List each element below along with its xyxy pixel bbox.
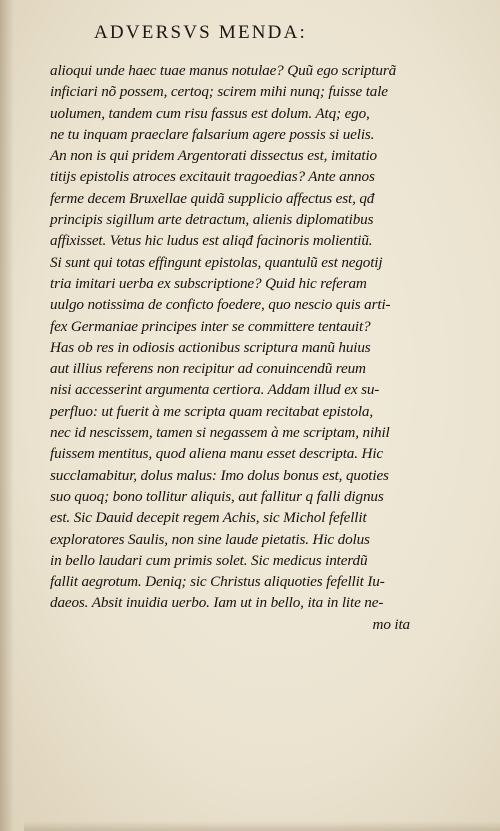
text-line: aut illius referens non recipitur ad conuincendũ reum	[50, 360, 366, 378]
text-line: Si sunt qui totas effingunt epistolas, quantulũ est negotij	[50, 253, 383, 271]
text-line: ne tu inquam praeclare falsarium agere possis si uelis.	[50, 125, 375, 143]
text-line: Has ob res in odiosis actionibus scriptura manũ huius	[50, 338, 371, 356]
text-line: nisi accesserint argumenta certiora. Addam illud ex su-	[50, 381, 380, 399]
text-line: in bello laudari cum primis solet. Sic medicus interdũ	[50, 551, 368, 569]
running-head: ADVERSVS MENDA:	[94, 22, 307, 43]
text-line: suo quoq; bono tollitur aliquis, aut fallitur q falli dignus	[50, 487, 384, 505]
text-line: tria imitari uerba ex subscriptione? Quid hic referam	[50, 274, 367, 292]
text-line: inficiari nõ possem, certoq; scirem mihi nunq; fuisse tale	[50, 83, 388, 101]
text-line: daeos. Absit inuidia uerbo. Iam ut in bello, ita in lite ne-	[50, 594, 384, 612]
text-line: affixisset. Vetus hic ludus est aliqđ facinoris molientiũ.	[50, 232, 373, 250]
text-line: titijs epistolis atroces excitauit tragoedias? Ante annos	[50, 168, 375, 186]
text-line: exploratores Saulis, non sine laude pietatis. Hic dolus	[50, 530, 370, 548]
text-block	[50, 60, 410, 635]
text-line: alioqui unde haec tuae manus notulae? Quũ ego scripturã	[50, 62, 397, 79]
text-line: uulgo notissima de conficto foedere, quo nescio quis arti-	[50, 296, 391, 314]
catchword: mo ita	[372, 615, 410, 633]
text-line: fuissem mentitus, quod aliena manu esset descripta. Hic	[50, 445, 384, 463]
text-line: est. Sic Dauid decepit regem Achis, sic Michol fefellit	[50, 509, 367, 527]
text-line: succlamabitur, dolus malus: Imo dolus bonus est, quoties	[50, 466, 389, 484]
text-line: fallit aegrotum. Deniq; sic Christus aliquoties fefellit Iu-	[50, 573, 385, 591]
text-line: uolumen, tandem cum risu fassus est dolum. Atq; ego,	[50, 104, 370, 122]
text-line: An non is qui pridem Argentorati dissectus est, imitatio	[50, 147, 377, 165]
text-line: nec id nescissem, tamen si negassem à me scriptam, nihil	[50, 424, 390, 442]
text-line: ferme decem Bruxellae quidã supplicio affectus est, qđ	[50, 189, 375, 207]
text-line: principis sigillum arte detractum, alienis diplomatibus	[50, 211, 374, 229]
text-line: fex Germaniae principes inter se committere tentauit?	[50, 317, 371, 335]
text-line: perfluo: ut fuerit à me scripta quam recitabat epistola,	[50, 402, 374, 420]
